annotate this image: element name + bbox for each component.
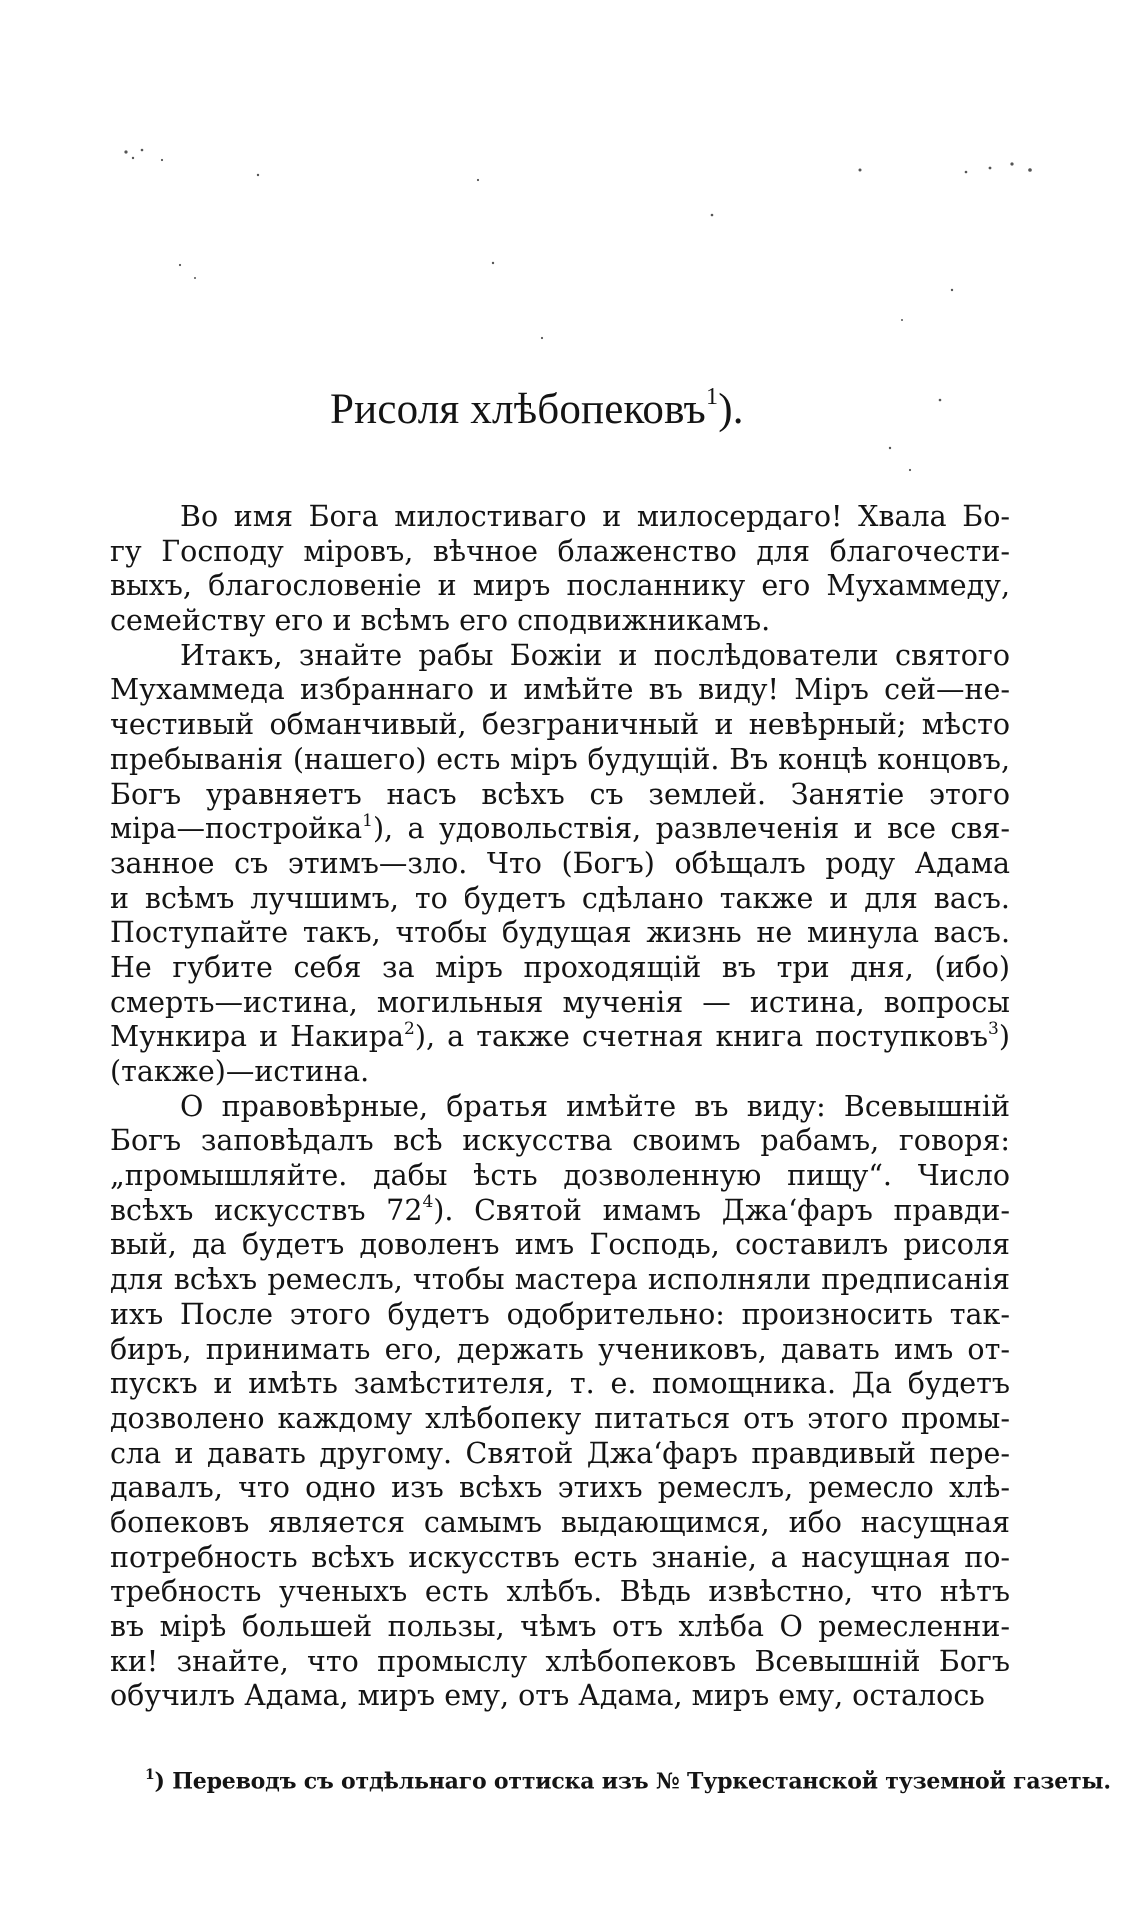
paragraph	[110, 500, 1010, 639]
text-line: Богъ заповѣдалъ всѣ искусства своимъ рабамъ, говоря:	[110, 1124, 1010, 1158]
main-text	[110, 500, 1010, 1714]
text-line: ихъ После этого будетъ одобрительно: произносить так-	[110, 1297, 1010, 1331]
footnote	[145, 1767, 1111, 1795]
text-line: дозволено каждому хлѣбопеку питаться отъ этого промы-	[110, 1401, 1010, 1435]
footnote-marker: 1	[145, 1767, 155, 1783]
paragraph	[110, 639, 1010, 1090]
text-line: биръ, принимать его, держать учениковъ, давать имъ от-	[110, 1332, 1010, 1366]
print-specks	[0, 0, 1140, 520]
text-segment: ), а также счетная книга поступковъ	[414, 1020, 989, 1054]
page-title	[330, 385, 810, 434]
text-line: семейству его и всѣмъ его сподвижникамъ.	[110, 604, 771, 638]
title-close: ).	[718, 386, 744, 433]
text-segment: ), а удовольствія, развлеченія и все свя-	[372, 812, 1010, 846]
text-line: выхъ, благословеніе и миръ посланнику его Мухаммеду,	[110, 569, 1010, 603]
text-line	[110, 812, 1010, 847]
text-line: сла и давать другому. Святой Джа‘фаръ правдивый пере-	[110, 1436, 1010, 1470]
text-line: смерть—истина, могильныя мученія — истина, вопросы	[110, 985, 1010, 1019]
text-line: въ мірѣ большей пользы, чѣмъ отъ хлѣба О ремесленни-	[110, 1610, 1010, 1643]
footnote-marker: 4	[422, 1192, 434, 1213]
text-line: пребыванія (нашего) есть міръ будущій. Въ концѣ концовъ,	[110, 742, 1010, 776]
footnote-marker: 1	[362, 810, 373, 831]
footnote-marker: 2	[404, 1018, 415, 1039]
text-line: потребность всѣхъ искусствъ есть знаніе, а насущная по-	[110, 1540, 1010, 1574]
text-line: занное съ этимъ—зло. Что (Богъ) обѣщалъ роду Адама	[110, 846, 1010, 880]
title-text: Рисоля хлѣбопековъ	[330, 386, 706, 433]
text-line: О правовѣрные, братья имѣйте въ виду: Всевышній	[180, 1089, 1010, 1123]
text-line: требность ученыхъ есть хлѣбъ. Вѣдь извѣстно, что нѣтъ	[110, 1575, 1010, 1609]
text-line: вый, да будетъ доволенъ имъ Господь, составилъ рисоля	[110, 1228, 1010, 1262]
title-footnote-marker: 1	[706, 383, 719, 410]
text-segment: )	[998, 1020, 1010, 1054]
text-line: Во имя Бога милостиваго и милосердаго! Хвала Бо-	[180, 500, 1010, 533]
text-segment: ). Святой имамъ Джа‘фаръ правди-	[433, 1193, 1010, 1227]
text-line: для всѣхъ ремеслъ, чтобы мастера исполняли предписанія	[110, 1263, 1010, 1297]
text-line: Поступайте такъ, чтобы будущая жизнь не минула васъ.	[110, 916, 1010, 950]
text-segment: міра—постройка	[110, 812, 363, 846]
text-line: Итакъ, знайте рабы Божіи и послѣдователи святого	[180, 638, 1010, 672]
paragraph	[110, 1090, 1010, 1714]
footnote-marker: 3	[988, 1018, 999, 1039]
text-line: (также)—истина.	[110, 1055, 370, 1088]
text-segment: Мункира и Накира	[110, 1020, 405, 1054]
text-line	[110, 1020, 1010, 1055]
text-line: Не губите себя за міръ проходящій въ три дня, (ибо)	[110, 950, 1010, 984]
text-line: обучилъ Адама, миръ ему, отъ Адама, миръ ему, осталось	[110, 1679, 985, 1713]
text-line: гу Господу міровъ, вѣчное блаженство для благочести-	[110, 534, 1010, 568]
footnote-text: ) Переводъ съ отдѣльнаго оттиска изъ № Туркестанской туземной газеты.	[154, 1768, 1111, 1795]
text-line: и всѣмъ лучшимъ, то будетъ сдѣлано также и для васъ.	[110, 881, 1010, 915]
text-line: давалъ, что одно изъ всѣхъ этихъ ремеслъ, ремесло хлѣ-	[110, 1471, 1010, 1505]
text-line: „промышляйте. дабы ѣсть дозволенную пищу“. Число	[110, 1159, 1010, 1193]
text-line: пускъ и имѣть замѣстителя, т. е. помощника. Да будетъ	[110, 1367, 1010, 1401]
text-segment: всѣхъ искусствъ 72	[110, 1193, 423, 1227]
text-line	[110, 1194, 1010, 1229]
text-line: Богъ уравняетъ насъ всѣхъ съ землей. Занятіе этого	[110, 777, 1010, 811]
text-line: ки! знайте, что промыслу хлѣбопековъ Всевышній Богъ	[110, 1644, 1010, 1678]
text-line: бопековъ является самымъ выдающимся, ибо насущная	[110, 1505, 1010, 1539]
text-line: честивый обманчивый, безграничный и невѣрный; мѣсто	[110, 708, 1010, 742]
text-line: Мухаммеда избраннаго и имѣйте въ виду! Міръ сей—не-	[110, 673, 1010, 707]
